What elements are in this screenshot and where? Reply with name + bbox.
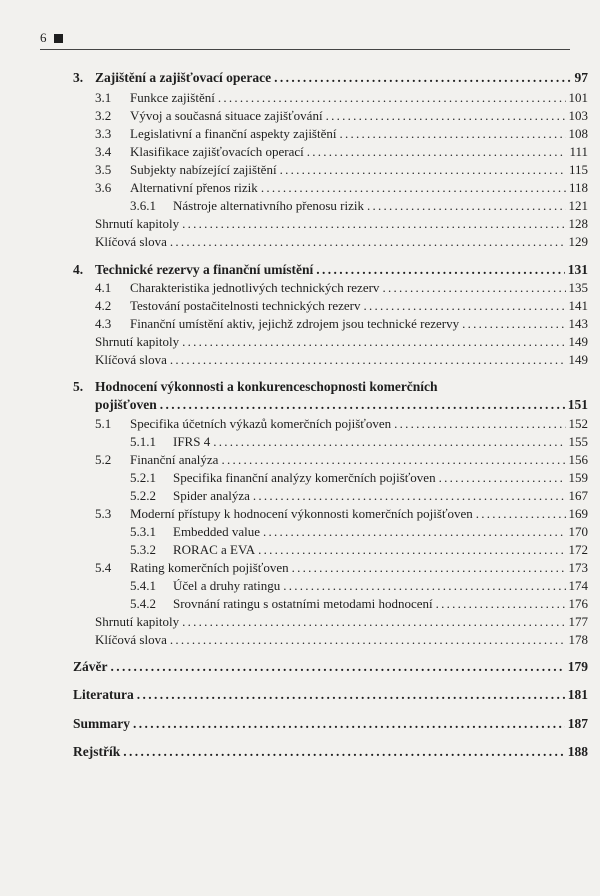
toc-entry-page: 121 (568, 198, 588, 213)
toc-entry-page: 159 (568, 470, 588, 485)
toc-entry-number: 3.6 (95, 180, 112, 195)
toc-entry-title: pojišťoven (95, 397, 157, 412)
dot-leader (274, 70, 571, 86)
toc-entry (73, 180, 588, 196)
toc-entry-page: 143 (568, 316, 588, 331)
toc-entry (73, 108, 588, 124)
dot-leader (439, 470, 566, 486)
dot-leader (394, 416, 565, 432)
toc-entry-title: Vývoj a současná situace zajišťování (130, 108, 323, 123)
toc-entry-page: 111 (569, 144, 588, 159)
toc-entry-page: 118 (568, 180, 588, 195)
dot-leader (182, 216, 565, 232)
toc-entry-page: 187 (567, 716, 588, 731)
toc-entry-title: Funkce zajištění (130, 90, 215, 105)
toc-entry (73, 216, 588, 232)
toc-entry-title: Srovnání ratingu s ostatními metodami hodnocení (173, 596, 433, 611)
dot-leader (123, 744, 565, 760)
dot-leader (382, 280, 565, 296)
toc-entry-title: Technické rezervy a finanční umístění (95, 262, 314, 277)
toc-entry-page: 188 (567, 744, 588, 759)
toc-entry-page: 131 (567, 262, 588, 277)
toc-entry-page: 135 (568, 280, 588, 295)
toc-entry-title: Specifika účetních výkazů komerčních pojišťoven (130, 416, 392, 431)
toc-chapter-entry (73, 379, 588, 395)
toc-entry-title: Shrnutí kapitoly (95, 614, 180, 629)
toc-entry-page: 177 (568, 614, 588, 629)
toc-entry (73, 144, 588, 160)
dot-leader (367, 198, 566, 214)
toc-entry (73, 198, 588, 214)
toc-entry (73, 90, 588, 106)
toc-entry-page: 170 (568, 524, 588, 539)
toc-entry (73, 560, 588, 576)
toc-entry-page: 155 (568, 434, 588, 449)
dot-leader (213, 434, 565, 450)
toc-entry-title: Hodnocení výkonnosti a konkurenceschopnosti komerčních (95, 379, 438, 394)
toc-entry-number: 5.2.1 (130, 470, 156, 485)
toc-chapter-entry (73, 659, 588, 675)
toc-entry-number: 3.4 (95, 144, 112, 159)
toc-entry-number: 5.2.2 (130, 488, 156, 503)
toc-entry-title: Summary (73, 716, 130, 731)
toc-entry (73, 234, 588, 250)
toc-entry-number: 3.3 (95, 126, 112, 141)
toc-entry-number: 3.6.1 (130, 198, 156, 213)
toc-entry (73, 298, 588, 314)
dot-leader (221, 452, 565, 468)
dot-leader (182, 334, 565, 350)
toc-entry-title: Shrnutí kapitoly (95, 216, 180, 231)
toc-entry-number: 5.1.1 (130, 434, 156, 449)
toc-entry-number: 3. (73, 70, 84, 85)
toc-entry-title: Klíčová slova (95, 234, 167, 249)
toc-entry-title: Finanční analýza (130, 452, 219, 467)
toc-entry-page: 149 (568, 352, 588, 367)
toc-entry-title: Testování postačitelnosti technických rezerv (130, 298, 361, 313)
dot-leader (160, 397, 565, 413)
toc-chapter-entry (73, 397, 588, 413)
dot-leader (292, 560, 566, 576)
toc-entry-page: 179 (567, 659, 588, 674)
toc-entry-number: 5.4.1 (130, 578, 156, 593)
toc-entry-page: 101 (568, 90, 588, 105)
toc-entry-page: 141 (568, 298, 588, 313)
toc-entry (73, 416, 588, 432)
toc-entry-title: Klasifikace zajišťovacích operací (130, 144, 304, 159)
toc-entry-number: 3.1 (95, 90, 112, 105)
dot-leader (218, 90, 566, 106)
toc-entry-page: 156 (568, 452, 588, 467)
toc-entry-number: 5.3.2 (130, 542, 156, 557)
toc-entry (73, 506, 588, 522)
toc-entry-title: Rejstřík (73, 744, 121, 759)
toc-entry-page: 128 (568, 216, 588, 231)
toc-entry (73, 524, 588, 540)
page-number: 6 (40, 30, 47, 45)
dot-leader (326, 108, 566, 124)
toc-entry (73, 126, 588, 142)
page-header (40, 30, 570, 52)
dot-leader (263, 524, 566, 540)
toc-entry-title: Zajištění a zajišťovací operace (95, 70, 272, 85)
dot-leader (133, 716, 565, 732)
toc-entry-title: Embedded value (173, 524, 260, 539)
toc-entry-number: 4. (73, 262, 84, 277)
toc-entry-page: 172 (568, 542, 588, 557)
toc-entry-title: Rating komerčních pojišťoven (130, 560, 289, 575)
toc-entry-title: Shrnutí kapitoly (95, 334, 180, 349)
toc-entry-number: 4.2 (95, 298, 112, 313)
dot-leader (111, 659, 565, 675)
toc-entry-page: 108 (568, 126, 588, 141)
dot-leader (307, 144, 567, 160)
toc-entry (73, 470, 588, 486)
toc-entry-title: Legislativní a finanční aspekty zajištění (130, 126, 337, 141)
toc-entry-title: Finanční umístění aktiv, jejichž zdrojem jsou technické rezervy (130, 316, 460, 331)
toc-entry-page: 169 (568, 506, 588, 521)
dot-leader (476, 506, 566, 522)
dot-leader (253, 488, 566, 504)
dot-leader (462, 316, 565, 332)
toc-chapter-entry (73, 70, 588, 86)
dot-leader (170, 632, 566, 648)
toc-entry-title: Charakteristika jednotlivých technických rezerv (130, 280, 380, 295)
toc-entry-title: Závěr (73, 659, 108, 674)
toc-entry-page: 167 (568, 488, 588, 503)
toc-entry-title: Specifika finanční analýzy komerčních pojišťoven (173, 470, 436, 485)
toc-entry-page: 151 (567, 397, 588, 412)
toc-chapter-entry (73, 262, 588, 278)
toc-entry-page: 178 (568, 632, 588, 647)
toc-entry-title: Alternativní přenos rizik (130, 180, 258, 195)
toc-entry (73, 162, 588, 178)
toc-entry-number: 3.2 (95, 108, 112, 123)
header-rule (40, 49, 570, 50)
toc-chapter-entry (73, 687, 588, 703)
dot-leader (261, 180, 566, 196)
toc-entry-number: 3.5 (95, 162, 112, 177)
dot-leader (436, 596, 566, 612)
dot-leader (280, 162, 566, 178)
toc-entry-page: 149 (568, 334, 588, 349)
dot-leader (340, 126, 566, 142)
dot-leader (258, 542, 565, 558)
toc-entry (73, 334, 588, 350)
toc-entry (73, 578, 588, 594)
dot-leader (137, 687, 565, 703)
dot-leader (316, 262, 565, 278)
toc-entry-number: 5. (73, 379, 84, 394)
toc-entry-title: Účel a druhy ratingu (173, 578, 281, 593)
toc-entry (73, 596, 588, 612)
toc-entry (73, 280, 588, 296)
toc-entry-number: 5.4 (95, 560, 112, 575)
toc-entry (73, 488, 588, 504)
toc-entry-page: 176 (568, 596, 588, 611)
toc-entry-page: 103 (568, 108, 588, 123)
toc-entry-number: 4.3 (95, 316, 112, 331)
dot-leader (363, 298, 565, 314)
toc-entry-title: Klíčová slova (95, 632, 167, 647)
toc-entry (73, 434, 588, 450)
toc-entry-title: RORAC a EVA (173, 542, 256, 557)
toc-entry-title: Literatura (73, 687, 134, 702)
toc-entry-number: 5.4.2 (130, 596, 156, 611)
toc-entry-page: 181 (567, 687, 588, 702)
toc-entry (73, 316, 588, 332)
toc-entry (73, 542, 588, 558)
toc-entry-page: 174 (568, 578, 588, 593)
toc-entry-title: IFRS 4 (173, 434, 211, 449)
toc-entry-number: 5.1 (95, 416, 112, 431)
toc-entry-title: Klíčová slova (95, 352, 167, 367)
dot-leader (170, 234, 566, 250)
toc-entry-number: 5.3 (95, 506, 112, 521)
toc-entry (73, 352, 588, 368)
toc-entry-page: 173 (568, 560, 588, 575)
toc-entry-title: Nástroje alternativního přenosu rizik (173, 198, 364, 213)
toc-entry (73, 452, 588, 468)
toc-entry (73, 632, 588, 648)
dot-leader (182, 614, 565, 630)
square-marker-icon (54, 34, 63, 43)
toc-entry-number: 4.1 (95, 280, 112, 295)
toc-entry-page: 97 (574, 70, 588, 85)
toc-entry-page: 152 (568, 416, 588, 431)
toc-entry-title: Spider analýza (173, 488, 250, 503)
dot-leader (283, 578, 565, 594)
toc-entry-number: 5.3.1 (130, 524, 156, 539)
toc-entry-title: Moderní přístupy k hodnocení výkonnosti komerčních pojišťoven (130, 506, 473, 521)
dot-leader (170, 352, 566, 368)
toc-entry (73, 614, 588, 630)
toc-chapter-entry (73, 716, 588, 732)
toc-chapter-entry (73, 744, 588, 760)
toc-entry-page: 129 (568, 234, 588, 249)
toc-entry-title: Subjekty nabízející zajištění (130, 162, 277, 177)
toc-entry-number: 5.2 (95, 452, 112, 467)
toc-entry-page: 115 (568, 162, 588, 177)
